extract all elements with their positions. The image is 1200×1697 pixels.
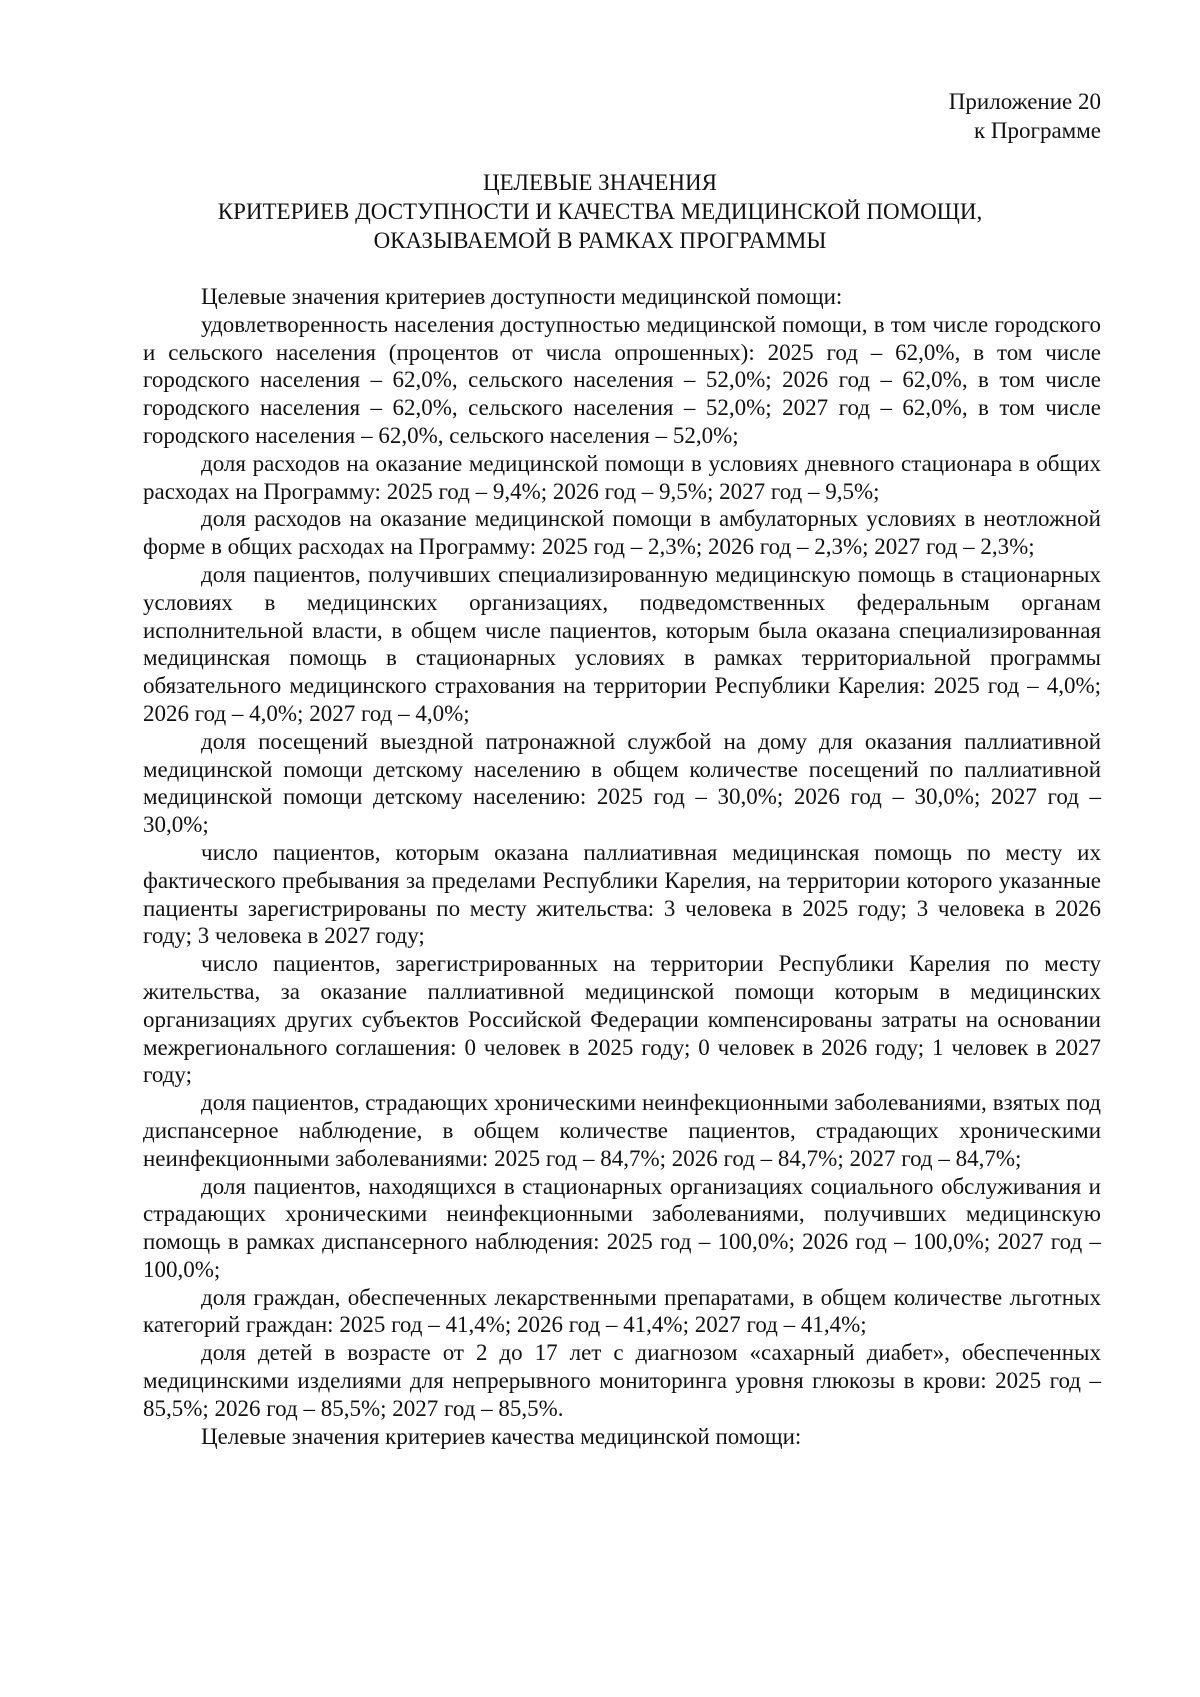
document-title xyxy=(0,168,1200,255)
paragraph-chronic-dispensary: доля пациентов, страдающих хроническими неинфекционными заболеваниями, взятых под диспансерное наблюдение, в общем количестве пациентов, страдающих хроническими неинфекционными заболеваниями: 2025 год – 84,7%; 2026 год – 84,7%; 2027 год – 84,7%; xyxy=(143,1090,1101,1171)
paragraph-palliative-interregional: число пациентов, зарегистрированных на территории Республики Карелия по месту жительства, за оказание паллиативной медицинской помощи которым в медицинских организациях других субъектов Российской Федерации компенсированы затраты на основании межрегионального соглашения: 0 человек в 2025 году; 0 человек в 2026 году; 1 человек в 2027 году; xyxy=(143,951,1101,1088)
title-line-3: ОКАЗЫВАЕМОЙ В РАМКАХ ПРОГРАММЫ xyxy=(373,228,827,253)
paragraph-palliative-outside-region: число пациентов, которым оказана паллиативная медицинская помощь по месту их фактического пребывания за пределами Республики Карелия, на территории которого указанные пациенты зарегистрированы по месту жительства: 3 человека в 2025 году; 3 человека в 2026 году; 3 человека в 2027 году; xyxy=(143,839,1101,949)
paragraph-day-hospital-costs: доля расходов на оказание медицинской помощи в условиях дневного стационара в общих расходах на Программу: 2025 год – 9,4%; 2026 год – 9,5%; 2027 год – 9,5%; xyxy=(143,450,1101,504)
title-line-2: КРИТЕРИЕВ ДОСТУПНОСТИ И КАЧЕСТВА МЕДИЦИНСКОЙ ПОМОЩИ, xyxy=(217,199,983,224)
paragraph-pediatric-palliative-visits: доля посещений выездной патронажной службой на дому для оказания паллиативной медицинской помощи детскому населению в общем количестве посещений по паллиативной медицинской помощи детскому населению: 2025 год – 30,0%; 2026 год – 30,0%; 2027 год – 30,0%; xyxy=(143,728,1101,838)
section-heading-availability: Целевые значения критериев доступности медицинской помощи: xyxy=(201,284,843,309)
annex-label xyxy=(949,87,1101,145)
document-body xyxy=(143,283,1101,1450)
section-heading-quality: Целевые значения критериев качества медицинской помощи: xyxy=(201,1423,802,1449)
paragraph-glucose-monitoring: доля детей в возрасте от 2 до 17 лет с диагнозом «сахарный диабет», обеспеченных медицинскими изделиями для непрерывного мониторинга уровня глюкозы в крови: 2025 год – 85,5%; 2026 год – 85,5%; 2027 год – 85,5%. xyxy=(143,1340,1101,1421)
title-line-1: ЦЕЛЕВЫЕ ЗНАЧЕНИЯ xyxy=(482,170,717,195)
paragraph-urgent-outpatient-costs: доля расходов на оказание медицинской помощи в амбулаторных условиях в неотложной форме в общих расходах на Программу: 2025 год – 2,3%; 2026 год – 2,3%; 2027 год – 2,3%; xyxy=(143,506,1101,560)
paragraph-satisfaction: удовлетворенность населения доступностью медицинской помощи, в том числе городского и сельского населения (процентов от числа опрошенных): 2025 год – 62,0%, в том числе городского населения – 62,0%, сельского населения – 52,0%; 2026 год – 62,0%, в том числе городского населения – 62,0%, сельского населения – 52,0%; 2027 год – 62,0%, в том числе городского населения – 62,0%, сельского населения – 52,0%; xyxy=(143,311,1101,448)
annex-number: Приложение 20 xyxy=(948,89,1101,114)
paragraph-drug-provision: доля граждан, обеспеченных лекарственными препаратами, в общем количестве льготных категорий граждан: 2025 год – 41,4%; 2026 год – 41,4%; 2027 год – 41,4%; xyxy=(143,1284,1101,1338)
annex-reference: к Программе xyxy=(974,118,1101,143)
paragraph-social-institutions: доля пациентов, находящихся в стационарных организациях социального обслуживания и страдающих хроническими неинфекционными заболеваниями, получивших медицинскую помощь в рамках диспансерного наблюдения: 2025 год – 100,0%; 2026 год – 100,0%; 2027 год – 100,0%; xyxy=(143,1173,1101,1282)
paragraph-federal-specialized-care: доля пациентов, получивших специализированную медицинскую помощь в стационарных условиях в медицинских организациях, подведомственных федеральным органам исполнительной власти, в общем числе пациентов, которым была оказана специализированная медицинская помощь в стационарных условиях в рамках территориальной программы обязательного медицинского страхования на территории Республики Карелия: 2025 год – 4,0%; 2026 год – 4,0%; 2027 год – 4,0%; xyxy=(143,561,1101,726)
